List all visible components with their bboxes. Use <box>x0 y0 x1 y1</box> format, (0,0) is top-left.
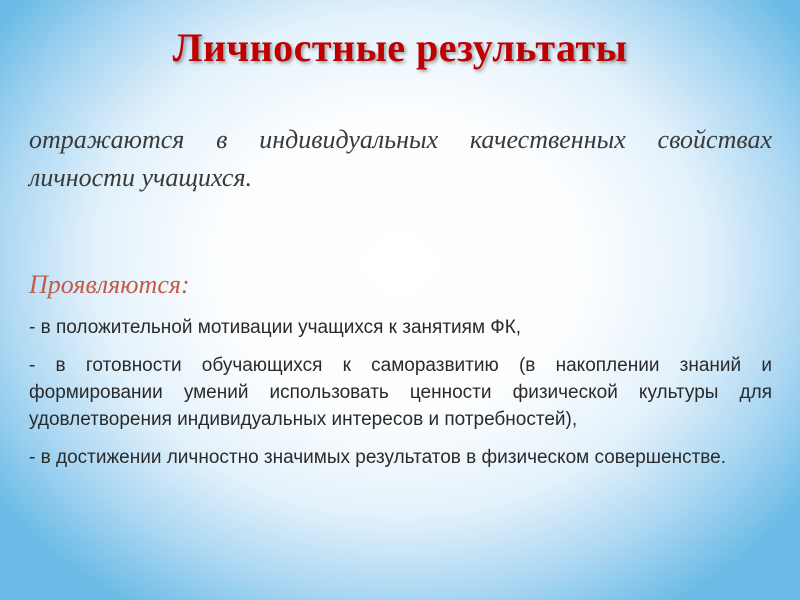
slide-subtitle: отражаются в индивидуальных качественных свойствах личности учащихся. <box>29 125 772 192</box>
list-item: - в положительной мотивации учащихся к занятиям ФК, <box>29 317 522 338</box>
section-heading: Проявляются: <box>29 270 190 299</box>
list-item: - в достижении личностно значимых результатов в физическом совершенстве. <box>29 447 727 468</box>
slide-title: Личностные результаты <box>172 25 628 70</box>
list-item: - в готовности обучающихся к саморазвитию (в накоплении знаний и формировании умений использовать ценности физической культуры для удовлетворения индивидуальных интересов и потребностей), <box>29 355 772 430</box>
bullet-list <box>29 314 772 482</box>
